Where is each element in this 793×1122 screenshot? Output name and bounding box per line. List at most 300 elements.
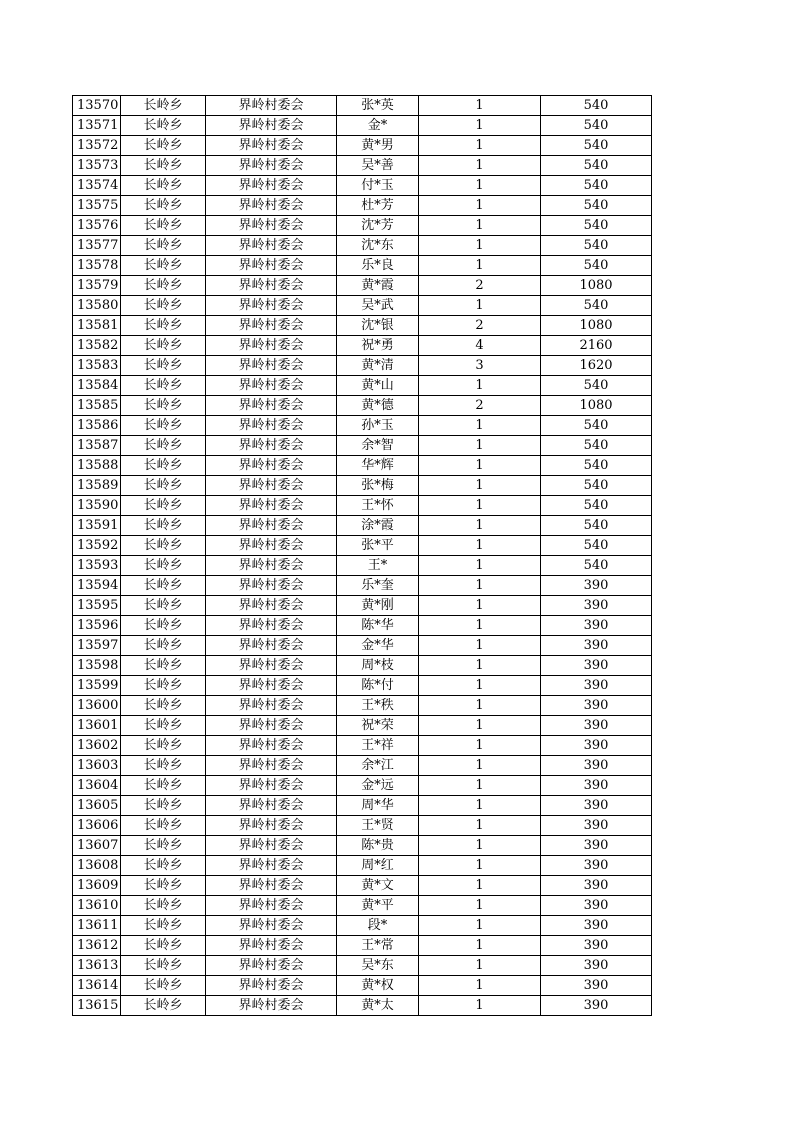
township-cell: 长岭乡 <box>121 516 206 536</box>
name-cell: 黄*刚 <box>337 596 419 616</box>
count-cell: 1 <box>419 636 541 656</box>
village-cell: 界岭村委会 <box>206 736 337 756</box>
id-cell: 13614 <box>73 976 121 996</box>
id-cell: 13575 <box>73 196 121 216</box>
township-cell: 长岭乡 <box>121 896 206 916</box>
amount-cell: 390 <box>541 636 652 656</box>
table-row <box>73 376 652 396</box>
amount-cell: 540 <box>541 176 652 196</box>
township-cell: 长岭乡 <box>121 236 206 256</box>
amount-cell: 390 <box>541 576 652 596</box>
village-cell: 界岭村委会 <box>206 996 337 1016</box>
table-row <box>73 856 652 876</box>
name-cell: 张*平 <box>337 536 419 556</box>
table-row <box>73 176 652 196</box>
village-cell: 界岭村委会 <box>206 296 337 316</box>
name-cell: 黄*德 <box>337 396 419 416</box>
name-cell: 黄*太 <box>337 996 419 1016</box>
name-cell: 张*梅 <box>337 476 419 496</box>
name-cell: 周*红 <box>337 856 419 876</box>
township-cell: 长岭乡 <box>121 936 206 956</box>
village-cell: 界岭村委会 <box>206 696 337 716</box>
table-row <box>73 276 652 296</box>
id-cell: 13589 <box>73 476 121 496</box>
village-cell: 界岭村委会 <box>206 156 337 176</box>
village-cell: 界岭村委会 <box>206 816 337 836</box>
count-cell: 1 <box>419 256 541 276</box>
table-row <box>73 796 652 816</box>
name-cell: 乐*良 <box>337 256 419 276</box>
name-cell: 乐*奎 <box>337 576 419 596</box>
table-row <box>73 676 652 696</box>
amount-cell: 1620 <box>541 356 652 376</box>
id-cell: 13590 <box>73 496 121 516</box>
name-cell: 王*贤 <box>337 816 419 836</box>
township-cell: 长岭乡 <box>121 316 206 336</box>
amount-cell: 390 <box>541 976 652 996</box>
id-cell: 13583 <box>73 356 121 376</box>
id-cell: 13599 <box>73 676 121 696</box>
amount-cell: 390 <box>541 716 652 736</box>
id-cell: 13594 <box>73 576 121 596</box>
village-cell: 界岭村委会 <box>206 756 337 776</box>
amount-cell: 540 <box>541 236 652 256</box>
amount-cell: 390 <box>541 756 652 776</box>
id-cell: 13600 <box>73 696 121 716</box>
village-cell: 界岭村委会 <box>206 916 337 936</box>
table-row <box>73 636 652 656</box>
village-cell: 界岭村委会 <box>206 716 337 736</box>
table-row <box>73 876 652 896</box>
amount-cell: 390 <box>541 656 652 676</box>
name-cell: 黄*山 <box>337 376 419 396</box>
township-cell: 长岭乡 <box>121 976 206 996</box>
table-row <box>73 556 652 576</box>
township-cell: 长岭乡 <box>121 416 206 436</box>
village-cell: 界岭村委会 <box>206 676 337 696</box>
amount-cell: 540 <box>541 476 652 496</box>
village-cell: 界岭村委会 <box>206 876 337 896</box>
id-cell: 13588 <box>73 456 121 476</box>
township-cell: 长岭乡 <box>121 956 206 976</box>
township-cell: 长岭乡 <box>121 576 206 596</box>
table-row <box>73 496 652 516</box>
name-cell: 王* <box>337 556 419 576</box>
township-cell: 长岭乡 <box>121 396 206 416</box>
table-row <box>73 736 652 756</box>
table-row <box>73 456 652 476</box>
table-row <box>73 296 652 316</box>
count-cell: 1 <box>419 816 541 836</box>
id-cell: 13605 <box>73 796 121 816</box>
count-cell: 4 <box>419 336 541 356</box>
id-cell: 13579 <box>73 276 121 296</box>
village-cell: 界岭村委会 <box>206 936 337 956</box>
amount-cell: 1080 <box>541 276 652 296</box>
village-cell: 界岭村委会 <box>206 396 337 416</box>
township-cell: 长岭乡 <box>121 536 206 556</box>
village-cell: 界岭村委会 <box>206 616 337 636</box>
id-cell: 13615 <box>73 996 121 1016</box>
table-row <box>73 236 652 256</box>
count-cell: 1 <box>419 656 541 676</box>
table-row <box>73 656 652 676</box>
table-row <box>73 136 652 156</box>
township-cell: 长岭乡 <box>121 876 206 896</box>
count-cell: 1 <box>419 796 541 816</box>
id-cell: 13610 <box>73 896 121 916</box>
name-cell: 周*枝 <box>337 656 419 676</box>
township-cell: 长岭乡 <box>121 276 206 296</box>
village-cell: 界岭村委会 <box>206 456 337 476</box>
count-cell: 1 <box>419 776 541 796</box>
count-cell: 1 <box>419 976 541 996</box>
count-cell: 1 <box>419 156 541 176</box>
id-cell: 13586 <box>73 416 121 436</box>
name-cell: 黄*权 <box>337 976 419 996</box>
id-cell: 13576 <box>73 216 121 236</box>
name-cell: 付*玉 <box>337 176 419 196</box>
name-cell: 涂*霞 <box>337 516 419 536</box>
township-cell: 长岭乡 <box>121 156 206 176</box>
township-cell: 长岭乡 <box>121 756 206 776</box>
township-cell: 长岭乡 <box>121 836 206 856</box>
count-cell: 1 <box>419 736 541 756</box>
id-cell: 13603 <box>73 756 121 776</box>
name-cell: 陈*华 <box>337 616 419 636</box>
count-cell: 1 <box>419 536 541 556</box>
id-cell: 13581 <box>73 316 121 336</box>
count-cell: 1 <box>419 576 541 596</box>
table-row <box>73 976 652 996</box>
table-row <box>73 316 652 336</box>
id-cell: 13606 <box>73 816 121 836</box>
township-cell: 长岭乡 <box>121 776 206 796</box>
table-row <box>73 836 652 856</box>
amount-cell: 540 <box>541 536 652 556</box>
village-cell: 界岭村委会 <box>206 356 337 376</box>
id-cell: 13592 <box>73 536 121 556</box>
id-cell: 13596 <box>73 616 121 636</box>
name-cell: 周*华 <box>337 796 419 816</box>
name-cell: 余*智 <box>337 436 419 456</box>
id-cell: 13571 <box>73 116 121 136</box>
id-cell: 13570 <box>73 96 121 116</box>
township-cell: 长岭乡 <box>121 856 206 876</box>
count-cell: 1 <box>419 296 541 316</box>
table-row <box>73 776 652 796</box>
table-row <box>73 936 652 956</box>
township-cell: 长岭乡 <box>121 696 206 716</box>
village-cell: 界岭村委会 <box>206 856 337 876</box>
village-cell: 界岭村委会 <box>206 216 337 236</box>
name-cell: 陈*贵 <box>337 836 419 856</box>
count-cell: 1 <box>419 116 541 136</box>
id-cell: 13573 <box>73 156 121 176</box>
table-row <box>73 116 652 136</box>
township-cell: 长岭乡 <box>121 996 206 1016</box>
table-row <box>73 996 652 1016</box>
village-cell: 界岭村委会 <box>206 176 337 196</box>
amount-cell: 540 <box>541 196 652 216</box>
village-cell: 界岭村委会 <box>206 956 337 976</box>
amount-cell: 540 <box>541 256 652 276</box>
count-cell: 1 <box>419 476 541 496</box>
township-cell: 长岭乡 <box>121 556 206 576</box>
village-cell: 界岭村委会 <box>206 976 337 996</box>
id-cell: 13598 <box>73 656 121 676</box>
id-cell: 13604 <box>73 776 121 796</box>
table-row <box>73 716 652 736</box>
village-cell: 界岭村委会 <box>206 316 337 336</box>
township-cell: 长岭乡 <box>121 336 206 356</box>
amount-cell: 390 <box>541 796 652 816</box>
count-cell: 1 <box>419 616 541 636</box>
count-cell: 1 <box>419 916 541 936</box>
township-cell: 长岭乡 <box>121 436 206 456</box>
township-cell: 长岭乡 <box>121 736 206 756</box>
table-row <box>73 396 652 416</box>
amount-cell: 390 <box>541 916 652 936</box>
amount-cell: 390 <box>541 876 652 896</box>
amount-cell: 390 <box>541 936 652 956</box>
name-cell: 王*秩 <box>337 696 419 716</box>
table-row <box>73 896 652 916</box>
township-cell: 长岭乡 <box>121 916 206 936</box>
township-cell: 长岭乡 <box>121 676 206 696</box>
table-row <box>73 216 652 236</box>
name-cell: 黄*平 <box>337 896 419 916</box>
village-cell: 界岭村委会 <box>206 536 337 556</box>
amount-cell: 390 <box>541 596 652 616</box>
amount-cell: 540 <box>541 496 652 516</box>
name-cell: 杜*芳 <box>337 196 419 216</box>
id-cell: 13585 <box>73 396 121 416</box>
amount-cell: 540 <box>541 376 652 396</box>
table-body <box>73 96 652 1016</box>
count-cell: 1 <box>419 216 541 236</box>
name-cell: 金*远 <box>337 776 419 796</box>
township-cell: 长岭乡 <box>121 256 206 276</box>
amount-cell: 390 <box>541 996 652 1016</box>
amount-cell: 540 <box>541 156 652 176</box>
count-cell: 1 <box>419 456 541 476</box>
name-cell: 吴*东 <box>337 956 419 976</box>
name-cell: 祝*荣 <box>337 716 419 736</box>
village-cell: 界岭村委会 <box>206 896 337 916</box>
amount-cell: 540 <box>541 516 652 536</box>
township-cell: 长岭乡 <box>121 816 206 836</box>
amount-cell: 390 <box>541 696 652 716</box>
table-row <box>73 256 652 276</box>
table-row <box>73 956 652 976</box>
township-cell: 长岭乡 <box>121 176 206 196</box>
name-cell: 吴*武 <box>337 296 419 316</box>
amount-cell: 540 <box>541 116 652 136</box>
count-cell: 1 <box>419 856 541 876</box>
name-cell: 王*怀 <box>337 496 419 516</box>
count-cell: 1 <box>419 416 541 436</box>
township-cell: 长岭乡 <box>121 376 206 396</box>
name-cell: 陈*付 <box>337 676 419 696</box>
amount-cell: 390 <box>541 856 652 876</box>
township-cell: 长岭乡 <box>121 496 206 516</box>
id-cell: 13580 <box>73 296 121 316</box>
table-row <box>73 96 652 116</box>
table-row <box>73 916 652 936</box>
amount-cell: 390 <box>541 816 652 836</box>
table-row <box>73 436 652 456</box>
id-cell: 13578 <box>73 256 121 276</box>
table-row <box>73 336 652 356</box>
village-cell: 界岭村委会 <box>206 516 337 536</box>
township-cell: 长岭乡 <box>121 476 206 496</box>
village-cell: 界岭村委会 <box>206 196 337 216</box>
table-row <box>73 756 652 776</box>
count-cell: 1 <box>419 236 541 256</box>
amount-cell: 540 <box>541 136 652 156</box>
township-cell: 长岭乡 <box>121 456 206 476</box>
name-cell: 段* <box>337 916 419 936</box>
township-cell: 长岭乡 <box>121 656 206 676</box>
name-cell: 金* <box>337 116 419 136</box>
village-cell: 界岭村委会 <box>206 476 337 496</box>
village-cell: 界岭村委会 <box>206 276 337 296</box>
name-cell: 黄*清 <box>337 356 419 376</box>
village-cell: 界岭村委会 <box>206 336 337 356</box>
id-cell: 13609 <box>73 876 121 896</box>
table-row <box>73 416 652 436</box>
count-cell: 1 <box>419 696 541 716</box>
name-cell: 吴*善 <box>337 156 419 176</box>
township-cell: 长岭乡 <box>121 116 206 136</box>
count-cell: 1 <box>419 676 541 696</box>
village-cell: 界岭村委会 <box>206 796 337 816</box>
count-cell: 3 <box>419 356 541 376</box>
id-cell: 13577 <box>73 236 121 256</box>
amount-cell: 390 <box>541 776 652 796</box>
township-cell: 长岭乡 <box>121 296 206 316</box>
count-cell: 1 <box>419 136 541 156</box>
amount-cell: 540 <box>541 96 652 116</box>
count-cell: 1 <box>419 496 541 516</box>
amount-cell: 1080 <box>541 316 652 336</box>
name-cell: 金*华 <box>337 636 419 656</box>
table-row <box>73 196 652 216</box>
count-cell: 1 <box>419 936 541 956</box>
amount-cell: 540 <box>541 416 652 436</box>
village-cell: 界岭村委会 <box>206 496 337 516</box>
amount-cell: 2160 <box>541 336 652 356</box>
village-cell: 界岭村委会 <box>206 136 337 156</box>
village-cell: 界岭村委会 <box>206 836 337 856</box>
table-row <box>73 356 652 376</box>
name-cell: 孙*玉 <box>337 416 419 436</box>
township-cell: 长岭乡 <box>121 716 206 736</box>
township-cell: 长岭乡 <box>121 216 206 236</box>
id-cell: 13584 <box>73 376 121 396</box>
id-cell: 13587 <box>73 436 121 456</box>
village-cell: 界岭村委会 <box>206 116 337 136</box>
name-cell: 沈*东 <box>337 236 419 256</box>
amount-cell: 390 <box>541 956 652 976</box>
name-cell: 黄*文 <box>337 876 419 896</box>
count-cell: 1 <box>419 556 541 576</box>
village-cell: 界岭村委会 <box>206 636 337 656</box>
id-cell: 13582 <box>73 336 121 356</box>
count-cell: 1 <box>419 836 541 856</box>
amount-cell: 540 <box>541 216 652 236</box>
name-cell: 沈*银 <box>337 316 419 336</box>
count-cell: 2 <box>419 316 541 336</box>
count-cell: 1 <box>419 956 541 976</box>
table-row <box>73 616 652 636</box>
township-cell: 长岭乡 <box>121 796 206 816</box>
name-cell: 华*辉 <box>337 456 419 476</box>
id-cell: 13595 <box>73 596 121 616</box>
amount-cell: 390 <box>541 836 652 856</box>
table-row <box>73 156 652 176</box>
township-cell: 长岭乡 <box>121 136 206 156</box>
village-cell: 界岭村委会 <box>206 376 337 396</box>
amount-cell: 390 <box>541 676 652 696</box>
id-cell: 13602 <box>73 736 121 756</box>
id-cell: 13607 <box>73 836 121 856</box>
count-cell: 1 <box>419 996 541 1016</box>
amount-cell: 540 <box>541 556 652 576</box>
id-cell: 13593 <box>73 556 121 576</box>
township-cell: 长岭乡 <box>121 96 206 116</box>
count-cell: 2 <box>419 276 541 296</box>
id-cell: 13591 <box>73 516 121 536</box>
amount-cell: 540 <box>541 296 652 316</box>
id-cell: 13612 <box>73 936 121 956</box>
name-cell: 王*祥 <box>337 736 419 756</box>
count-cell: 1 <box>419 96 541 116</box>
id-cell: 13601 <box>73 716 121 736</box>
count-cell: 1 <box>419 176 541 196</box>
name-cell: 张*英 <box>337 96 419 116</box>
village-cell: 界岭村委会 <box>206 556 337 576</box>
table-row <box>73 516 652 536</box>
count-cell: 1 <box>419 756 541 776</box>
table-row <box>73 696 652 716</box>
data-table <box>72 95 652 1016</box>
count-cell: 1 <box>419 196 541 216</box>
name-cell: 祝*勇 <box>337 336 419 356</box>
village-cell: 界岭村委会 <box>206 436 337 456</box>
township-cell: 长岭乡 <box>121 616 206 636</box>
village-cell: 界岭村委会 <box>206 776 337 796</box>
village-cell: 界岭村委会 <box>206 416 337 436</box>
village-cell: 界岭村委会 <box>206 236 337 256</box>
village-cell: 界岭村委会 <box>206 576 337 596</box>
table-row <box>73 596 652 616</box>
amount-cell: 390 <box>541 616 652 636</box>
amount-cell: 390 <box>541 736 652 756</box>
count-cell: 1 <box>419 876 541 896</box>
amount-cell: 540 <box>541 456 652 476</box>
table-row <box>73 576 652 596</box>
id-cell: 13597 <box>73 636 121 656</box>
township-cell: 长岭乡 <box>121 636 206 656</box>
village-cell: 界岭村委会 <box>206 596 337 616</box>
id-cell: 13572 <box>73 136 121 156</box>
count-cell: 1 <box>419 436 541 456</box>
count-cell: 1 <box>419 596 541 616</box>
village-cell: 界岭村委会 <box>206 656 337 676</box>
id-cell: 13613 <box>73 956 121 976</box>
